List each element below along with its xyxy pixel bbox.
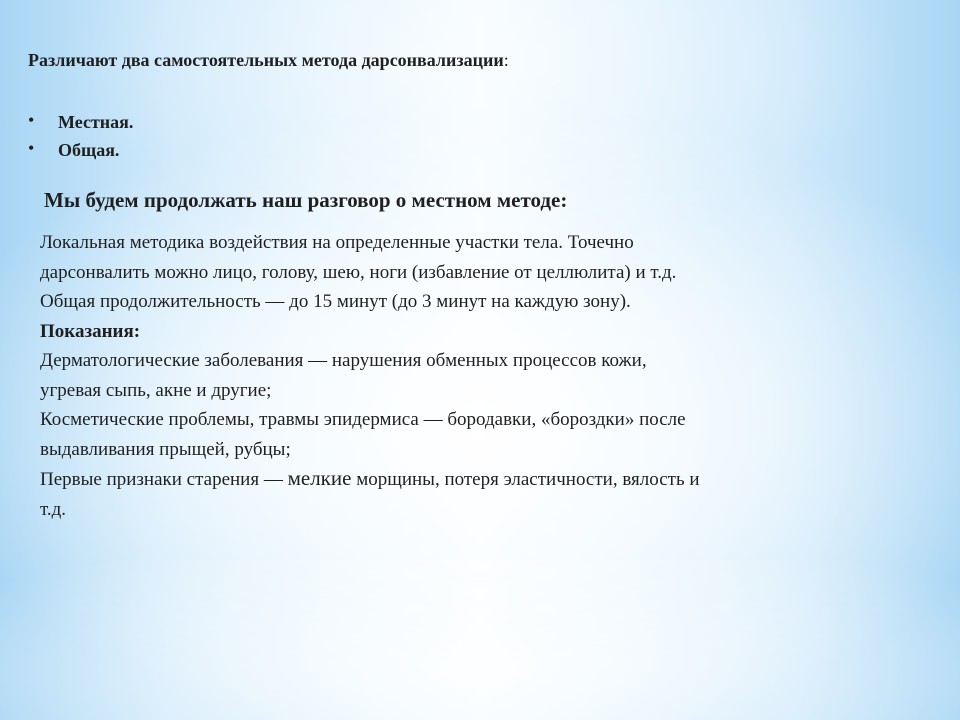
section-heading: Мы будем продолжать наш разговор о местном методе: bbox=[44, 188, 568, 212]
body-text bbox=[40, 228, 900, 524]
method-item-general: • Общая. bbox=[28, 136, 133, 164]
description-line: Общая продолжительность — до 15 минут (до 3 минут на каждую зону). bbox=[40, 291, 631, 312]
indication-line: Косметические проблемы, травмы эпидермиса — бородавки, «бороздки» после bbox=[40, 409, 686, 430]
indication-line-aging bbox=[40, 464, 900, 495]
intro-line bbox=[28, 50, 509, 71]
methods-list bbox=[28, 108, 133, 164]
background-glow bbox=[0, 560, 960, 720]
indication-line-tail: т.д. bbox=[40, 498, 67, 520]
description-line: дарсонвалить можно лицо, голову, шею, ноги (избавление от целлюлита) и т.д. bbox=[40, 261, 677, 283]
aging-text-end: морщины, потеря эластичности, вялость и bbox=[351, 469, 700, 490]
description-line: Локальная методика воздействия на определенные участки тела. Точечно bbox=[40, 232, 634, 253]
intro-text: Различают два самостоятельных метода дарсонвализации bbox=[28, 50, 504, 70]
indication-line: выдавливания прыщей, рубцы; bbox=[40, 438, 291, 460]
indication-line: угревая сыпь, акне и другие; bbox=[40, 379, 272, 401]
intro-colon: : bbox=[503, 50, 509, 70]
aging-text-start: Первые признаки старения — bbox=[40, 469, 288, 490]
aging-emphasis: мелкие bbox=[287, 466, 352, 490]
indication-line: Дерматологические заболевания — нарушения обменных процессов кожи, bbox=[40, 350, 647, 371]
method-item-local: • Местная. bbox=[28, 108, 133, 136]
indications-label: Показания: bbox=[40, 320, 141, 342]
